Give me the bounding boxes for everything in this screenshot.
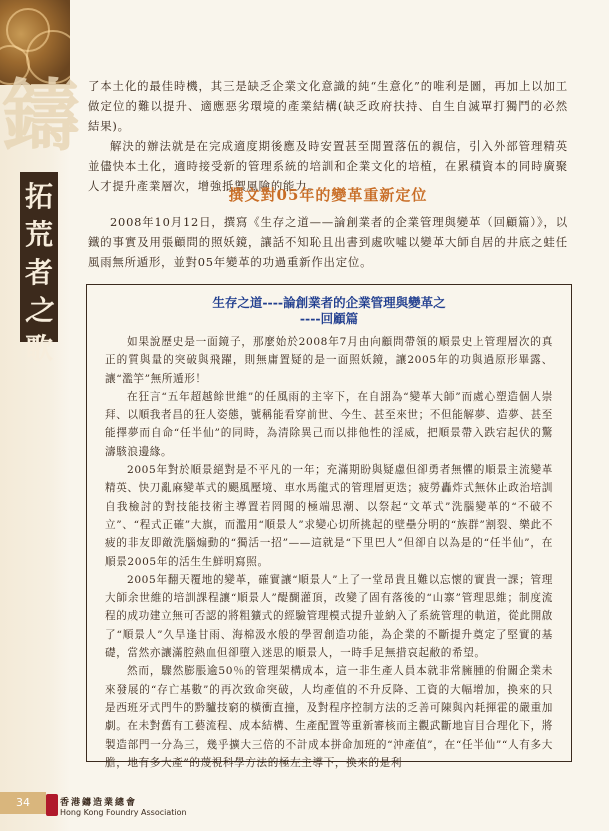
box-title: 生存之道----論創業者的企業管理與變革之 [212, 295, 446, 310]
box-paragraph: 2005年對於順景絕對是不平凡的一年；充滿期盼與疑慮但卻勇者無懼的順景主流變革精英、快刀亂麻變革式的颶風壓境、車水馬龍式的管理層更迭；疲勞轟炸式無休止政治培訓自我檢討的對技能技術主導置若罔聞的極端思潮、以祭起“文革式”洗腦變革的“不破不立”、“程式正確”大旗，而濫用“順景人”求變心切所挑起的壁壘分明的“族群”割裂、樂此不疲的非友即敵洗腦煽動的“獨活一招”——這就是“下里巴人”但卻自以為是的“任半仙”，在順景2005年的活生生鮮明寫照。 [105, 464, 553, 568]
vertical-title-char: 拓 [24, 180, 53, 213]
vertical-column-title [20, 172, 58, 365]
vertical-title-char: 歌 [24, 332, 53, 365]
body-paragraph: 了本土化的最佳時機，其三是缺乏企業文化意識的純“生意化”的唯利是圖，再加上以加工做定位的難以提升、適應惡劣環境的產業結構(缺乏政府扶持、自生自滅單打獨鬥的必然結果)。 [88, 79, 568, 133]
intro-paragraph: 2008年10月12日，撰寫《生存之道——論創業者的企業管理與變革（回顧篇）》，以鐵的事實及用張顧問的照妖鏡，讓話不知恥且出書到處吹噓以變革大師自居的井底之蛙任風雨無所遁形，並對05年變革的功過重新作出定位。 [88, 215, 568, 269]
box-paragraph: 2005年翻天覆地的變革，確實讓“順景人”上了一堂昂貴且難以忘懷的實貴一課；管理大師余世維的培訓課程讓“順景人”醍醐灌頂，改變了固有落後的“山寨”管理思維；制度流程的成功建立無可否認的將粗獷式的經驗管理模式提升並納入了系統管理的軌道，從此開啟了“順景人”久旱逢甘雨、海棉汲水般的學習創造功能，為企業的不斷提升奠定了堅實的基礎，當然亦讓滿腔熱血但卻墮入迷思的順景人，一時手足無措哀起敝的希望。 [105, 573, 553, 660]
page-number: 34 [0, 792, 46, 814]
box-paragraph: 然而，驟然膨脹逾50％的管理架構成本，這一非生產人員本就非常臃腫的佾關企業未來發展的“存亡基數”的再次致命突破，人均產值的不升反降、工資的大幅增加，換來的只是西班牙式門牛的黔驢技窮的橫衝直撞，及對程序控制方法的乏善可陳與內耗揮霍的嚴重加劇。在未對舊有工藝流程、成本結構、生產配置等重新審核而主觀武斷地盲目合理化下，將製造部門一分為三，幾乎擴大三倍的不計成本拼命加班的“沖產值”，在“任半仙”“人有多大膽，地有多大產”的蔑視科學方法的極左主導下，換來的是利 [105, 665, 553, 769]
section-intro [88, 212, 568, 272]
body-paragraph: 解決的辦法就是在完成適度期後應及時安置甚至閒置落伍的親信，引入外部管理精英並儘快本土化，適時接受新的管理系統的培訓和企業文化的培植，在累積資本的同時廣聚人才提升產業層次，增強抵禦風險的能力。 [88, 139, 568, 193]
vertical-title-char: 之 [24, 294, 53, 327]
association-name-english: Hong Kong Foundry Association [60, 808, 187, 817]
vertical-title-char: 者 [24, 256, 53, 289]
watermark-character: 鑄 [2, 71, 81, 162]
association-logo-icon [46, 794, 58, 816]
main-text [88, 76, 568, 196]
article-box [86, 284, 572, 769]
box-paragraph: 如果說歷史是一面鏡子，那麼始於2008年7月由向顧問帶領的順景史上管理層次的真正的質與量的突破與飛躍，則無庸置疑的是一面照妖鏡，讓2005年的功與過原形畢露、讓“濫竽”無所遁形！ [105, 336, 553, 385]
vertical-title-char: 荒 [24, 218, 53, 251]
section-heading: 撰文對05年的變革重新定位 [228, 186, 428, 204]
association-name-chinese: 香港鑄造業總會 [60, 798, 138, 808]
box-paragraph: 在狂言“五年超越餘世維”的任風雨的主宰下，在自詡為“變革大師”而處心塑造個人崇拜、以順我者昌的狂人姿態，號稱能看穿前世、今生、甚至來世；不但能解夢、造夢、甚至能擇夢而自命“任半仙”的同時，為清除異己而以排他性的淫威，把順景帶入跌宕起伏的驚濤駭浪邊緣。 [105, 390, 553, 458]
box-subtitle: ----回顧篇 [299, 311, 359, 326]
